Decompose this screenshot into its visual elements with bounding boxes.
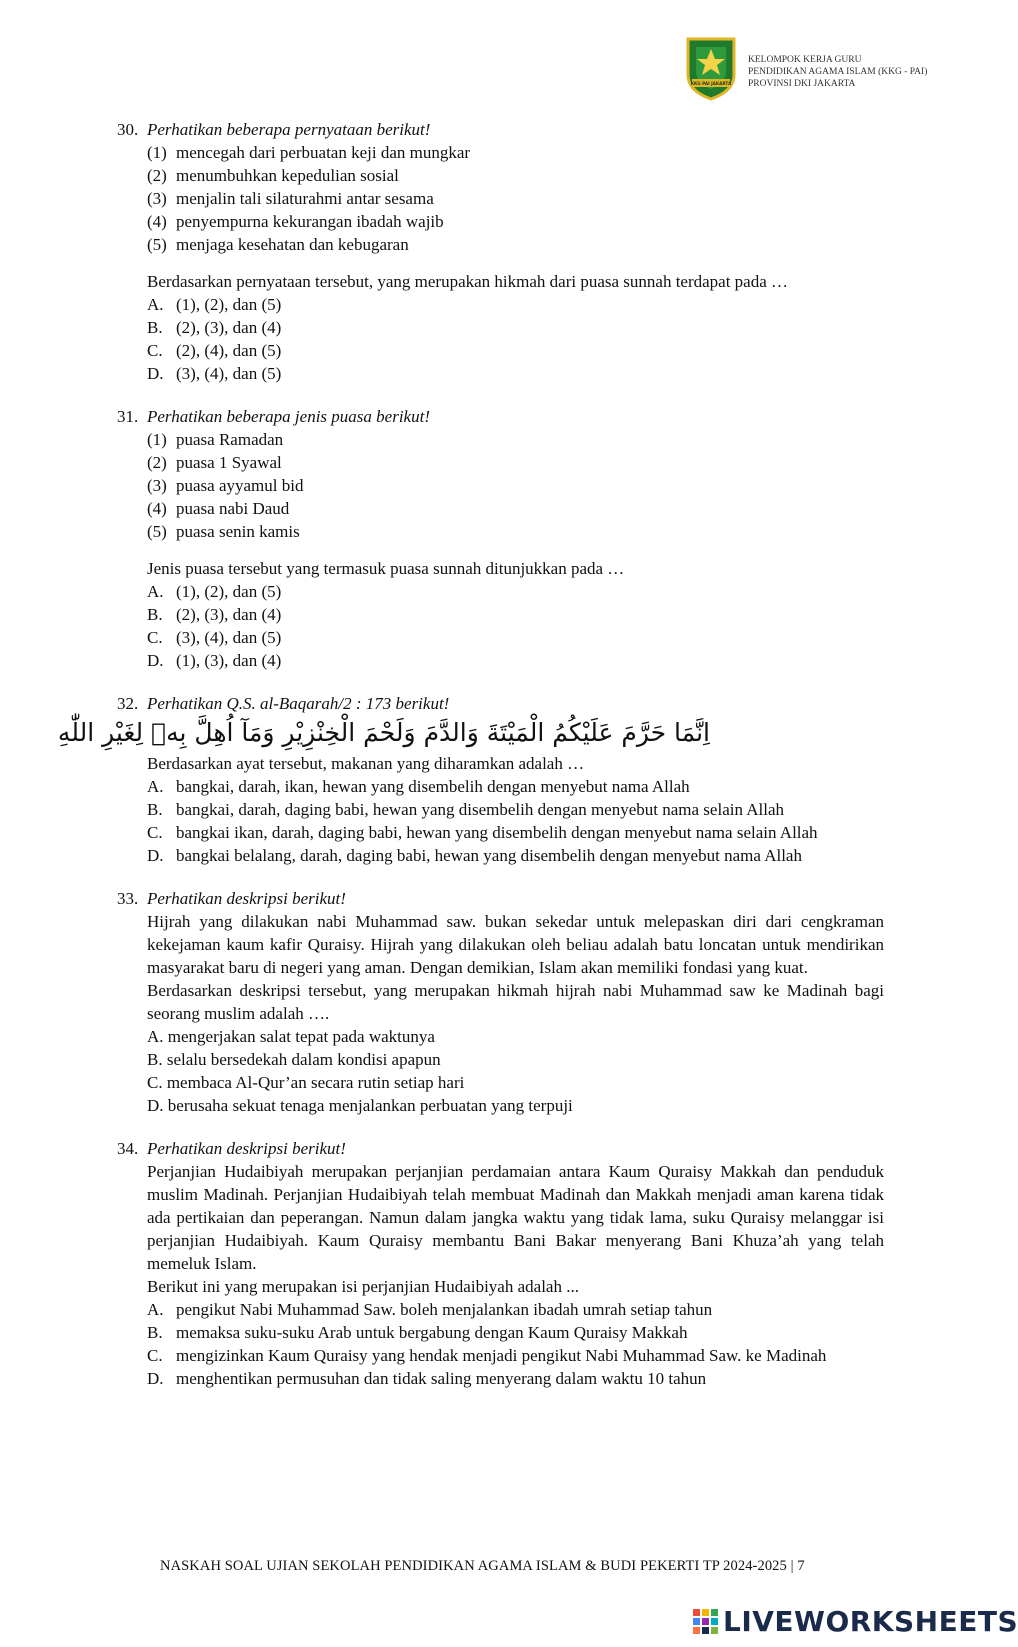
question-number: 32. — [117, 694, 139, 713]
answer-option-b[interactable]: B. memaksa suku-suku Arab untuk bergabung dengan Kaum Quraisy Makkah — [147, 1323, 688, 1342]
question-stem: Berdasarkan ayat tersebut, makanan yang diharamkan adalah … — [147, 754, 585, 773]
answer-option-a[interactable]: A. bangkai, darah, ikan, hewan yang disembelih dengan menyebut nama Allah — [147, 777, 690, 796]
answer-option-a[interactable]: A. mengerjakan salat tepat pada waktunya — [147, 1027, 435, 1046]
answer-option-c[interactable]: C. (3), (4), dan (5) — [147, 628, 282, 647]
question-number: 34. — [117, 1139, 139, 1158]
quran-verse: اِنَّمَا حَرَّمَ عَلَيْكُمُ الْمَيْتَةَ وَالدَّمَ وَلَحْمَ الْخِنْزِيْرِ وَمَآ اُهِلَّ بِهٖ لِغَيْرِ اللّٰهِ — [57, 718, 710, 747]
answer-option-d[interactable]: D. (3), (4), dan (5) — [147, 364, 282, 383]
question-title: Perhatikan Q.S. al-Baqarah/2 : 173 berikut! — [147, 694, 450, 713]
answer-option-b[interactable]: B. (2), (3), dan (4) — [147, 605, 282, 624]
answer-option-a[interactable]: A. pengikut Nabi Muhammad Saw. boleh menjalankan ibadah umrah setiap tahun — [147, 1300, 713, 1319]
question-title: Perhatikan beberapa pernyataan berikut! — [147, 120, 431, 139]
question-title: Perhatikan beberapa jenis puasa berikut! — [147, 407, 430, 426]
answer-option-d[interactable]: D. bangkai belalang, darah, daging babi, hewan yang disembelih dengan menyebut nama Allah — [147, 846, 802, 865]
answer-option-c[interactable]: C. mengizinkan Kaum Quraisy yang hendak menjadi pengikut Nabi Muhammad Saw. ke Madinah — [147, 1346, 827, 1365]
question-30 — [117, 118, 884, 385]
statement-item: (5) menjaga kesehatan dan kebugaran — [147, 235, 409, 254]
answer-option-b[interactable]: B. (2), (3), dan (4) — [147, 318, 282, 337]
statement-item: (3) puasa ayyamul bid — [147, 476, 304, 495]
answer-option-b[interactable]: B. bangkai, darah, daging babi, hewan yang disembelih dengan menyebut nama selain Allah — [147, 800, 785, 819]
question-32 — [57, 692, 884, 867]
worksheet-content — [57, 118, 884, 1390]
brand-name: LIVEWORKSHEETS — [723, 1605, 1018, 1638]
question-31 — [117, 405, 884, 672]
logo-text: KKG PAI JAKARTA — [690, 81, 732, 86]
question-description: Hijrah yang dilakukan nabi Muhammad saw. bukan sekedar untuk melepaskan diri dari cengkraman kekejaman kaum kafir Quraisy. Hijrah yang dilakukan oleh beliau adalah batu loncatan untuk mendirikan masyarakat baru di negeri yang aman. Dengan demikian, Islam akan memiliki fondasi yang kuat. — [147, 912, 884, 977]
answer-option-c[interactable]: C. bangkai ikan, darah, daging babi, hewan yang disembelih dengan menyebut nama selain Allah — [147, 823, 818, 842]
question-number: 33. — [117, 889, 139, 908]
header-line-3: PROVINSI DKI JAKARTA — [748, 79, 856, 89]
question-number: 30. — [117, 120, 139, 139]
statement-item: (1) mencegah dari perbuatan keji dan mungkar — [147, 143, 471, 162]
question-title: Perhatikan deskripsi berikut! — [147, 1139, 346, 1158]
answer-option-a[interactable]: A. (1), (2), dan (5) — [147, 582, 282, 601]
header-line-1: KELOMPOK KERJA GURU — [748, 55, 862, 65]
question-34 — [117, 1137, 884, 1390]
answer-option-d[interactable]: D. menghentikan permusuhan dan tidak saling menyerang dalam waktu 10 tahun — [147, 1369, 707, 1388]
header-line-2: PENDIDIKAN AGAMA ISLAM (KKG - PAI) — [748, 67, 928, 77]
answer-option-d[interactable]: D. (1), (3), dan (4) — [147, 651, 282, 670]
statement-item: (5) puasa senin kamis — [147, 522, 300, 541]
answer-option-a[interactable]: A. (1), (2), dan (5) — [147, 295, 282, 314]
liveworksheets-logo-icon — [693, 1609, 719, 1635]
question-33 — [117, 887, 884, 1117]
statement-item: (3) menjalin tali silaturahmi antar sesama — [147, 189, 434, 208]
answer-option-d[interactable]: D. berusaha sekuat tenaga menjalankan perbuatan yang terpuji — [147, 1096, 573, 1115]
page-footer: NASKAH SOAL UJIAN SEKOLAH PENDIDIKAN AGAMA ISLAM & BUDI PEKERTI TP 2024-2025 | 7 — [160, 1558, 805, 1574]
statement-item: (4) penyempurna kekurangan ibadah wajib — [147, 212, 444, 231]
statement-item: (2) puasa 1 Syawal — [147, 453, 282, 472]
answer-option-c[interactable]: C. membaca Al-Qur’an secara rutin setiap hari — [147, 1073, 465, 1092]
question-description: Perjanjian Hudaibiyah merupakan perjanjian perdamaian antara Kaum Quraisy Makkah dan penduduk muslim Madinah. Perjanjian Hudaibiyah telah membuat Madinah dan Makkah menjadi aman karena tidak ada pertikaian dan peperangan. Namun dalam jangka waktu yang tidak lama, suku Quraisy melanggar isi perjanjian Hudaibiyah. Kaum Quraisy membantu Bani Bakar menyerang Bani Khuza’ah yang telah memeluk Islam. — [147, 1162, 884, 1273]
question-stem: Berdasarkan deskripsi tersebut, yang merupakan hikmah hijrah nabi Muhammad saw ke Madinah bagi seorang muslim adalah …. — [147, 981, 884, 1023]
kkg-pai-logo — [684, 35, 738, 101]
answer-option-b[interactable]: B. selalu bersedekah dalam kondisi apapun — [147, 1050, 441, 1069]
answer-option-c[interactable]: C. (2), (4), dan (5) — [147, 341, 282, 360]
question-title: Perhatikan deskripsi berikut! — [147, 889, 346, 908]
question-stem: Jenis puasa tersebut yang termasuk puasa sunnah ditunjukkan pada … — [147, 559, 625, 578]
page-header — [684, 35, 984, 103]
statement-item: (4) puasa nabi Daud — [147, 499, 290, 518]
question-stem: Berdasarkan pernyataan tersebut, yang merupakan hikmah dari puasa sunnah terdapat pada … — [147, 272, 789, 291]
question-number: 31. — [117, 407, 139, 426]
question-stem: Berikut ini yang merupakan isi perjanjian Hudaibiyah adalah ... — [147, 1277, 579, 1296]
statement-item: (2) menumbuhkan kepedulian sosial — [147, 166, 399, 185]
statement-item: (1) puasa Ramadan — [147, 430, 284, 449]
